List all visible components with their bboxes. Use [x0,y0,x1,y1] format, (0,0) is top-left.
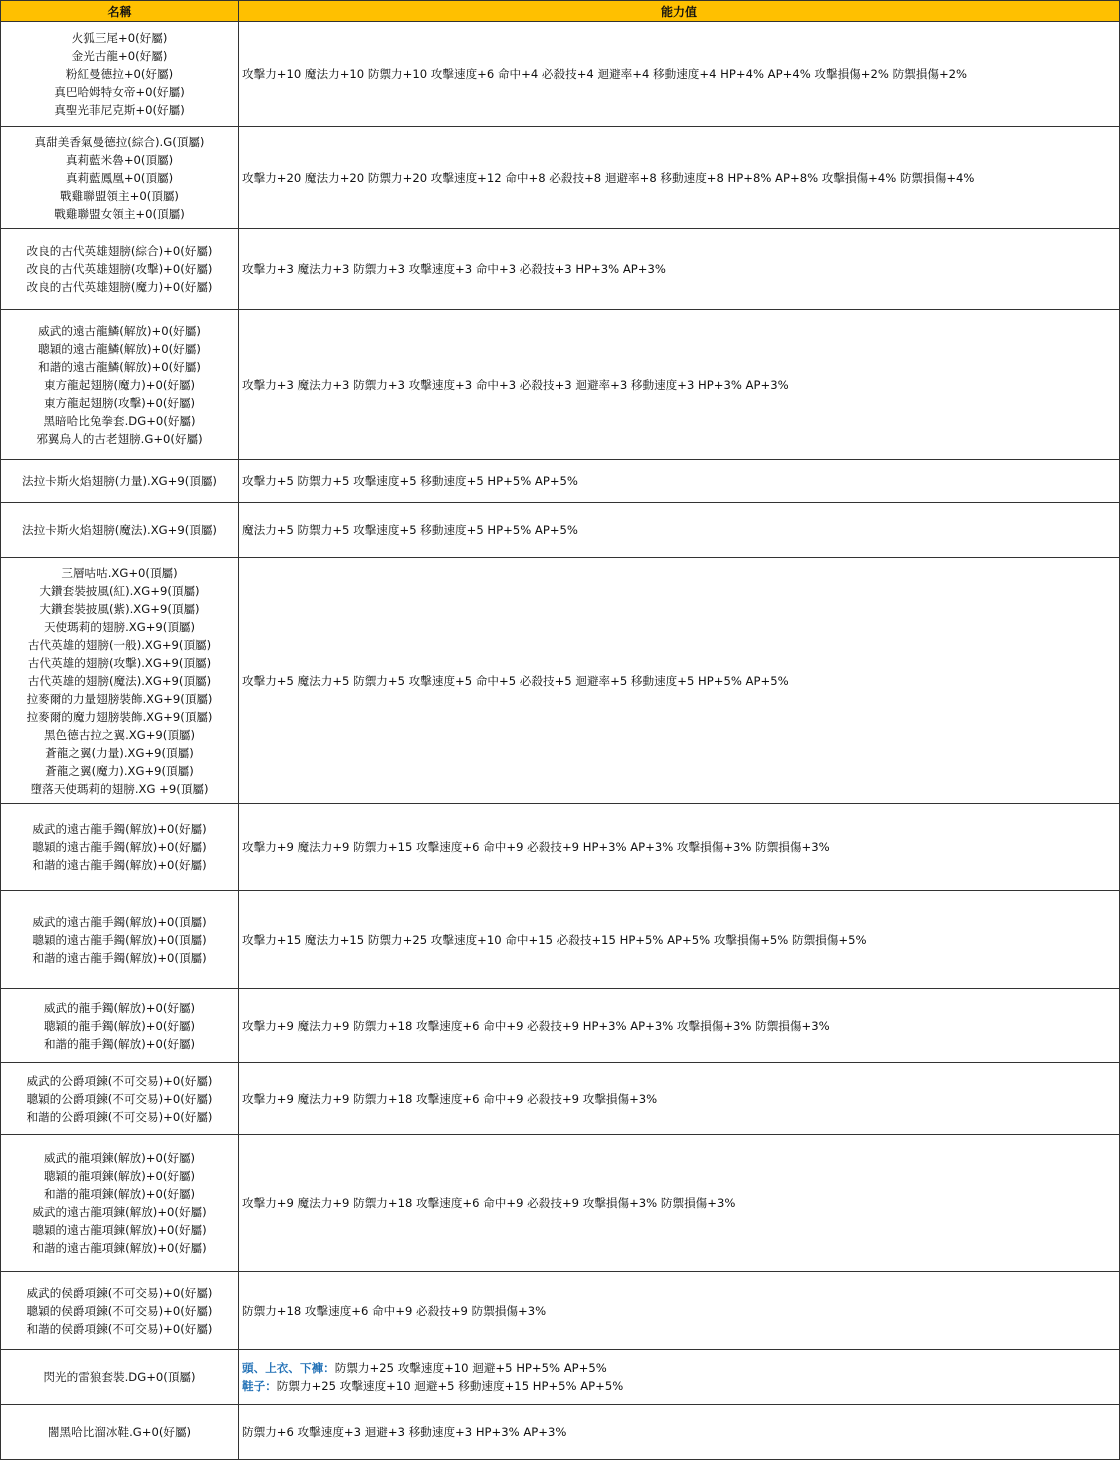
item-name: 天使瑪莉的翅膀.XG+9(頂屬) [43,619,196,634]
item-stats-cell: 攻擊力+9 魔法力+9 防禦力+18 攻擊速度+6 命中+9 必殺技+9 HP+3% AP+3% 攻擊損傷+3% 防禦損傷+3% [239,989,1120,1063]
item-names-cell [1,1272,239,1350]
item-name: 粉紅曼德拉+0(好屬) [65,67,174,81]
item-names-cell [1,804,239,891]
name-column-header: 名稱 [1,1,239,22]
item-name: 和諧的遠古龍鱗(解放)+0(好屬) [38,359,201,374]
table-row [1,1063,1120,1135]
item-stats-cell: 防禦力+6 攻擊速度+3 迴避+3 移動速度+3 HP+3% AP+3% [239,1405,1120,1460]
item-name: 真聖光菲尼克斯+0(好屬) [54,103,185,117]
item-name: 聰穎的遠古龍手鐲(解放)+0(頂屬) [32,932,207,947]
item-name: 和諧的遠古龍項鍊(解放)+0(好屬) [32,1241,207,1255]
item-name: 法拉卡斯火焰翅膀(力量).XG+9(頂屬) [22,474,217,488]
item-name: 威武的遠古龍手鐲(解放)+0(頂屬) [32,914,207,929]
item-names-cell [1,310,239,460]
table-row [1,891,1120,989]
item-name: 大鑽套裝披風(紫).XG+9(頂屬) [39,601,200,616]
stats-column-header: 能力值 [239,1,1120,22]
item-name: 聰穎的侯爵項鍊(不可交易)+0(好屬) [26,1303,213,1318]
table-row-lightning-set [1,1350,1120,1405]
table-row [1,22,1120,127]
item-name: 三層咕咕.XG+0(頂屬) [61,565,178,580]
item-name: 威武的公爵項鍊(不可交易)+0(好屬) [26,1073,213,1088]
item-name: 真巴哈姆特女帝+0(好屬) [54,85,185,99]
item-name: 改良的古代英雄翅膀(攻擊)+0(好屬) [26,262,213,276]
item-name: 東方龍起翅膀(攻擊)+0(好屬) [43,395,196,410]
item-stats-cell: 攻擊力+9 魔法力+9 防禦力+15 攻擊速度+6 命中+9 必殺技+9 HP+3% AP+3% 攻擊損傷+3% 防禦損傷+3% [239,804,1120,891]
item-name: 聰穎的龍項鍊(解放)+0(好屬) [43,1169,196,1183]
set-part-stats: 防禦力+25 攻擊速度+10 迴避+5 移動速度+15 HP+5% AP+5% [276,1379,624,1393]
item-name: 威武的遠古龍手鐲(解放)+0(好屬) [32,822,207,836]
item-stats-cell: 攻擊力+5 防禦力+5 攻擊速度+5 移動速度+5 HP+5% AP+5% [239,460,1120,503]
item-name: 聰穎的遠古龍項鍊(解放)+0(好屬) [32,1223,207,1237]
item-name: 聰穎的公爵項鍊(不可交易)+0(好屬) [26,1091,213,1106]
item-name: 蒼龍之翼(魔力).XG+9(頂屬) [45,763,194,778]
item-name: 墮落天使瑪莉的翅膀.XG +9(頂屬) [30,781,209,796]
item-name: 和諧的侯爵項鍊(不可交易)+0(好屬) [26,1321,213,1336]
item-stats-cell: 防禦力+18 攻擊速度+6 命中+9 必殺技+9 防禦損傷+3% [239,1272,1120,1350]
header-row [1,1,1120,22]
item-names-cell [1,1350,239,1405]
item-stats-cell: 攻擊力+5 魔法力+5 防禦力+5 攻擊速度+5 命中+5 必殺技+5 迴避率+5 移動速度+5 HP+5% AP+5% [239,558,1120,804]
set-stat-line [242,1377,1116,1395]
table-row [1,1135,1120,1272]
item-name: 和諧的龍手鐲(解放)+0(好屬) [43,1036,196,1051]
item-name: 和諧的遠古龍手鐲(解放)+0(好屬) [32,858,207,872]
item-stats-cell: 攻擊力+3 魔法力+3 防禦力+3 攻擊速度+3 命中+3 必殺技+3 迴避率+3 移動速度+3 HP+3% AP+3% [239,310,1120,460]
item-names-cell [1,22,239,127]
item-name: 聰穎的遠古龍手鐲(解放)+0(好屬) [32,840,207,854]
item-name: 威武的侯爵項鍊(不可交易)+0(好屬) [26,1285,213,1300]
item-name: 威武的龍手鐲(解放)+0(好屬) [43,1000,196,1015]
item-name: 和諧的龍項鍊(解放)+0(好屬) [43,1187,196,1201]
item-name: 東方龍起翅膀(魔力)+0(好屬) [43,377,196,392]
item-names-cell [1,1405,239,1460]
item-name: 戰雞聯盟女領主+0(頂屬) [54,206,185,221]
item-stats-cell: 魔法力+5 防禦力+5 攻擊速度+5 移動速度+5 HP+5% AP+5% [239,503,1120,558]
table-row [1,558,1120,804]
table-row [1,229,1120,310]
item-names-cell [1,460,239,503]
table-row [1,804,1120,891]
item-names-cell [1,891,239,989]
item-stats-cell: 攻擊力+20 魔法力+20 防禦力+20 攻擊速度+12 命中+8 必殺技+8 迴避率+8 移動速度+8 HP+8% AP+8% 攻擊損傷+4% 防禦損傷+4% [239,127,1120,229]
item-name: 蒼龍之翼(力量).XG+9(頂屬) [45,745,194,760]
item-name: 拉麥爾的力量翅膀裝飾.XG+9(頂屬) [26,691,213,706]
item-name: 黑暗哈比兔拳套.DG+0(好屬) [43,413,196,428]
set-part-stats: 防禦力+25 攻擊速度+10 迴避+5 HP+5% AP+5% [334,1361,607,1375]
item-stats-cell: 攻擊力+9 魔法力+9 防禦力+18 攻擊速度+6 命中+9 必殺技+9 攻擊損傷+3% [239,1063,1120,1135]
table-row [1,1272,1120,1350]
set-part-label: 頭、上衣、下褲： [242,1361,335,1375]
item-name: 威武的遠古龍鱗(解放)+0(好屬) [38,323,201,338]
item-name: 金光古龍+0(好屬) [71,49,168,63]
set-part-label: 鞋子： [242,1379,277,1393]
table-row [1,460,1120,503]
item-name: 真甜美香氣曼德拉(綜合).G(頂屬) [34,134,205,149]
item-name: 邪翼烏人的古老翅膀.G+0(好屬) [36,431,203,446]
item-names-cell [1,127,239,229]
table-row [1,503,1120,558]
table-row [1,127,1120,229]
item-stats-cell [239,1350,1120,1405]
item-names-cell [1,989,239,1063]
item-stats-cell: 攻擊力+10 魔法力+10 防禦力+10 攻擊速度+6 命中+4 必殺技+4 迴避率+4 移動速度+4 HP+4% AP+4% 攻擊損傷+2% 防禦損傷+2% [239,22,1120,127]
item-name: 戰雞聯盟領主+0(頂屬) [60,188,179,203]
item-names-cell [1,558,239,804]
item-stats-cell: 攻擊力+9 魔法力+9 防禦力+18 攻擊速度+6 命中+9 必殺技+9 攻擊損傷+3% 防禦損傷+3% [239,1135,1120,1272]
item-name: 和諧的公爵項鍊(不可交易)+0(好屬) [26,1109,213,1124]
set-stat-line [242,1359,1116,1377]
table-row [1,989,1120,1063]
item-names-cell [1,1135,239,1272]
table-row [1,1405,1120,1460]
item-name: 古代英雄的翅膀(魔法).XG+9(頂屬) [27,673,212,688]
item-name: 大鑽套裝披風(紅).XG+9(頂屬) [39,583,200,598]
item-name: 古代英雄的翅膀(一般).XG+9(頂屬) [27,637,212,652]
item-name: 和諧的遠古龍手鐲(解放)+0(頂屬) [32,950,207,965]
item-name: 古代英雄的翅膀(攻擊).XG+9(頂屬) [27,655,212,670]
item-names-cell [1,1063,239,1135]
table-row [1,310,1120,460]
item-name: 改良的古代英雄翅膀(綜合)+0(好屬) [26,244,213,258]
item-name: 閃光的雷狼套裝.DG+0(頂屬) [43,1370,196,1384]
item-name: 黑色德古拉之翼.XG+9(頂屬) [43,727,196,742]
item-name: 闇黑哈比溜冰鞋.G+0(好屬) [47,1425,192,1439]
item-name: 聰穎的遠古龍鱗(解放)+0(好屬) [38,341,201,356]
item-name: 改良的古代英雄翅膀(魔力)+0(好屬) [26,280,213,294]
item-name: 聰穎的龍手鐲(解放)+0(好屬) [43,1018,196,1033]
item-stats-cell: 攻擊力+15 魔法力+15 防禦力+25 攻擊速度+10 命中+15 必殺技+15 HP+5% AP+5% 攻擊損傷+5% 防禦損傷+5% [239,891,1120,989]
item-names-cell [1,503,239,558]
item-name: 威武的龍項鍊(解放)+0(好屬) [43,1151,196,1165]
item-name: 真莉藍米魯+0(頂屬) [65,152,174,167]
item-name: 威武的遠古龍項鍊(解放)+0(好屬) [32,1205,207,1219]
item-name: 真莉藍鳳凰+0(頂屬) [65,170,174,185]
item-name: 拉麥爾的魔力翅膀裝飾.XG+9(頂屬) [26,709,213,724]
item-name: 法拉卡斯火焰翅膀(魔法).XG+9(頂屬) [22,523,217,537]
item-stats-cell: 攻擊力+3 魔法力+3 防禦力+3 攻擊速度+3 命中+3 必殺技+3 HP+3% AP+3% [239,229,1120,310]
item-name: 火狐三尾+0(好屬) [71,31,168,45]
item-names-cell [1,229,239,310]
